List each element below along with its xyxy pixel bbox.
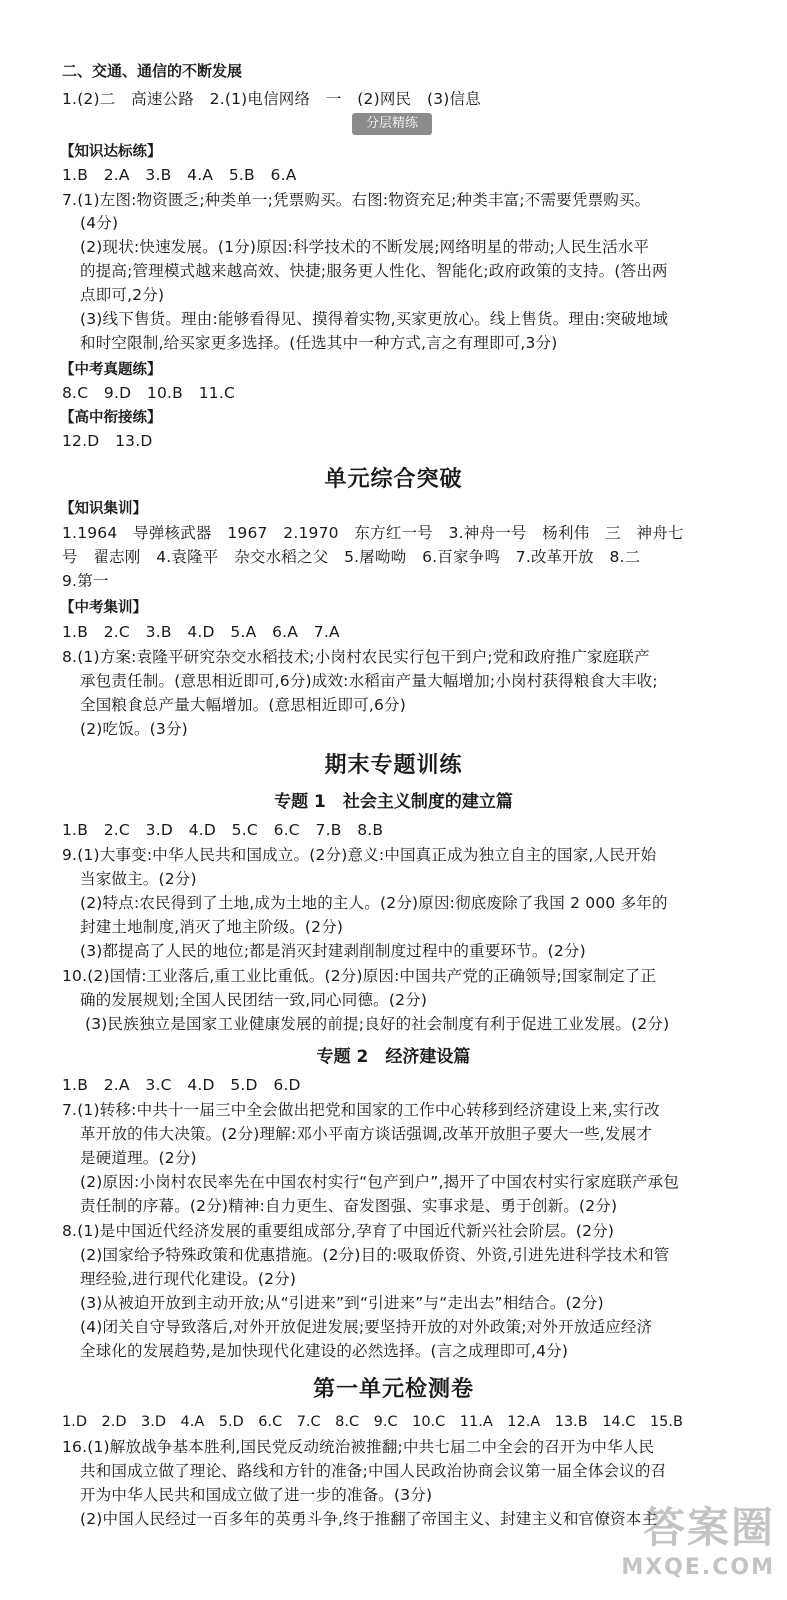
section-label-knowledge-set: 【知识集训】 [60,501,147,517]
section-label-gaozhong: 【高中衔接练】 [60,410,162,426]
layered-practice-badge: 分层精练 [352,113,432,135]
answer-line: 7.(1)转移:中共十一届三中全会做出把党和国家的工作中心转移到经济建设上来,实行改 [62,1101,660,1119]
site-watermark [560,1495,775,1595]
answer-line: 1.1964 导弹核武器 1967 2.1970 东方红一号 3.神舟一号 杨利伟 三 神舟七 [62,524,684,542]
section-label-knowledge: 【知识达标练】 [60,144,162,160]
answer-line: 和时空限制,给买家更多选择。(任选其中一种方式,言之有理即可,3分) [80,334,558,352]
watermark-url: MXQE.COM [621,1555,775,1580]
answer-line: 责任制的序幕。(2分)精神:自力更生、奋发图强、实事求是、勇于创新。(2分) [80,1197,618,1215]
mc-answers: 1.B 2.C 3.D 4.D 5.C 6.C 7.B 8.B [62,821,384,839]
section-label-zhongkao-real: 【中考真题练】 [60,362,162,378]
answer-line: (3)从被迫开放到主动开放;从“引进来”到“引进来”与“走出去”相结合。(2分) [80,1294,604,1312]
answer-line: 16.(1)解放战争基本胜利,国民党反动统治被推翻;中共七届二中全会的召开为中华人民 [62,1438,655,1456]
answer-line: 革开放的伟大决策。(2分)理解:邓小平南方谈话强调,改革开放胆子要大一些,发展才 [80,1125,653,1143]
answer-line: 7.(1)左图:物资匮乏;种类单一;凭票购买。右图:物资充足;种类丰富;不需要凭票购买。 [62,191,651,209]
mc-answers: 1.D 2.D 3.D 4.A 5.D 6.C 7.C 8.C 9.C 10.C 11.A 12.A 13.B 14.C 15.B [62,1414,683,1430]
answer-line: 10.(2)国情:工业落后,重工业比重低。(2分)原因:中国共产党的正确领导;国家制定了正 [62,967,657,985]
topic2-title: 专题 2 经济建设篇 [316,1047,471,1067]
section-label-zhongkao-set: 【中考集训】 [60,600,147,616]
answer-line: (2)特点:农民得到了土地,成为土地的主人。(2分)原因:彻底废除了我国 2 000 多年的 [80,894,668,912]
answer-line: (2)吃饭。(3分) [80,720,188,738]
mc-answers: 1.B 2.C 3.B 4.D 5.A 6.A 7.A [62,623,340,641]
section-heading-transport: 二、交通、通信的不断发展 [62,62,243,80]
answer-line: 点即可,2分) [80,286,165,304]
answer-line: 当家做主。(2分) [80,870,197,888]
answer-line: 全国粮食总产量大幅增加。(意思相近即可,6分) [80,696,406,714]
answer-line: (2)现状:快速发展。(1分)原因:科学技术的不断发展;网络明星的带动;人民生活水平 [80,238,650,256]
mc-answers: 1.B 2.A 3.C 4.D 5.D 6.D [62,1076,301,1094]
answer-line: 全球化的发展趋势,是加快现代化建设的必然选择。(言之成理即可,4分) [80,1342,569,1360]
answer-line: 9.(1)大事变:中华人民共和国成立。(2分)意义:中国真正成为独立自主的国家,人民开始 [62,846,657,864]
answer-line: (2)国家给予特殊政策和优惠措施。(2分)目的:吸取侨资、外资,引进先进科学技术和管 [80,1246,670,1264]
watermark-logo: 答案圈 [642,1503,775,1552]
answer-line: (3)民族独立是国家工业健康发展的前提;良好的社会制度有利于促进工业发展。(2分) [85,1015,670,1033]
answer-line: 的提高;管理模式越来越高效、快捷;服务更人性化、智能化;政府政策的支持。(答出两 [80,262,668,280]
answer-line: (4分) [80,214,119,232]
answer-line: 承包责任制。(意思相近即可,6分)成效:水稻亩产量大幅增加;小岗村获得粮食大丰收; [80,672,658,690]
answer-line: 9.第一 [62,572,109,590]
mc-answers: 8.C 9.D 10.B 11.C [62,384,235,402]
answer-line: 封建土地制度,消灭了地主阶级。(2分) [80,918,344,936]
answer-line: 开为中华人民共和国成立做了进一步的准备。(3分) [80,1486,433,1504]
answer-line: 确的发展规划;全国人民团结一致,同心同德。(2分) [80,991,428,1009]
answer-line: (3)都提高了人民的地位;都是消灭封建剥削制度过程中的重要环节。(2分) [80,942,586,960]
mc-answers: 12.D 13.D [62,432,153,450]
mc-answers: 1.B 2.A 3.B 4.A 5.B 6.A [62,166,297,184]
answer-line: (2)原因:小岗村农民率先在中国农村实行“包产到户”,揭开了中国农村实行家庭联产承包 [80,1173,680,1191]
answer-line: 共和国成立做了理论、路线和方针的准备;中国人民政治协商会议第一届全体会议的召 [80,1462,667,1480]
title-unit-breakthrough: 单元综合突破 [324,467,463,492]
title-final-training: 期末专题训练 [324,753,463,778]
topic1-title: 专题 1 社会主义制度的建立篇 [274,792,513,812]
answer-line: 号 翟志刚 4.袁隆平 杂交水稻之父 5.屠呦呦 6.百家争鸣 7.改革开放 8.二 [62,548,641,566]
answer-line: 8.(1)是中国近代经济发展的重要组成部分,孕育了中国近代新兴社会阶层。(2分) [62,1222,615,1240]
answer-line: 8.(1)方案:袁隆平研究杂交水稻技术;小岗村农民实行包干到户;党和政府推广家庭联产 [62,648,650,666]
answer-line: 是硬道理。(2分) [80,1149,197,1167]
answer-line: 理经验,进行现代化建设。(2分) [80,1270,297,1288]
answer-line: 1.(2)二 高速公路 2.(1)电信网络 一 (2)网民 (3)信息 [62,90,481,108]
answer-line: (2)中国人民经过一百多年的英勇斗争,终于推翻了帝国主义、封建主义和官僚资本主 [80,1510,658,1528]
title-unit1-test: 第一单元检测卷 [312,1377,474,1402]
answer-line: (4)闭关自守导致落后,对外开放促进发展;要坚持开放的对外政策;对外开放适应经济 [80,1318,653,1336]
answer-line: (3)线下售货。理由:能够看得见、摸得着实物,买家更放心。线上售货。理由:突破地域 [80,310,669,328]
